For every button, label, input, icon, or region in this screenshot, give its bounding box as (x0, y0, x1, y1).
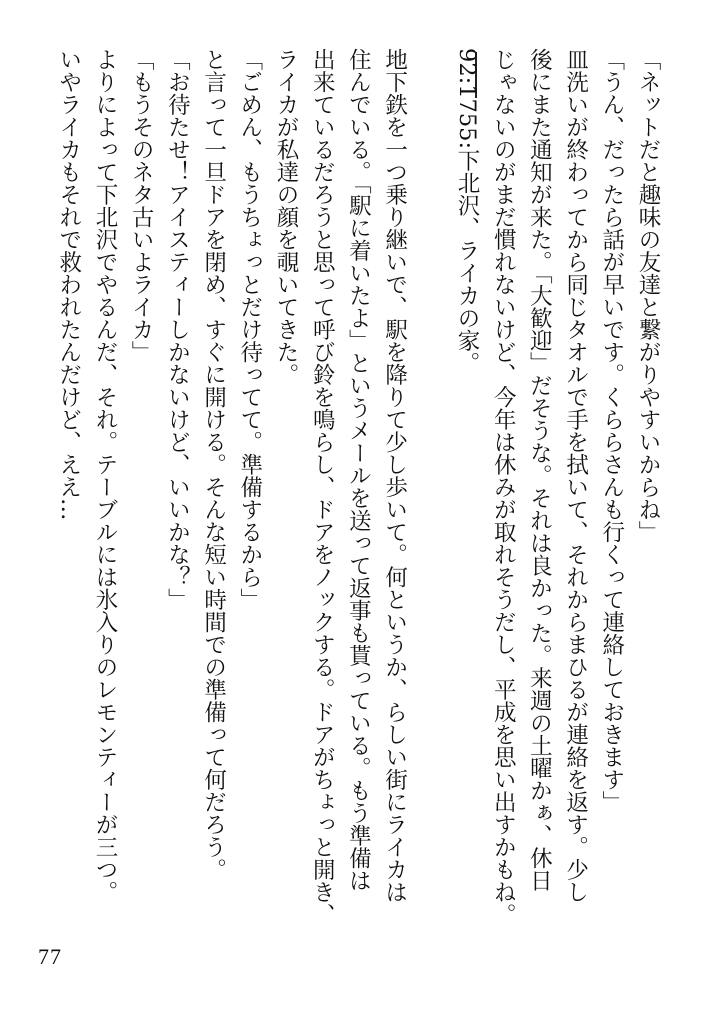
text-line: と言って一旦ドアを閉め、すぐに開ける。そんな短い時間での準備って何だろう。 (200, 48, 227, 881)
vertical-body-text (51, 48, 666, 928)
text-line: 「ごめん、もうちょっとだけ待ってて。準備するから」 (236, 48, 263, 611)
text-line: いやライカもそれで救われたんだけど、ええ… (55, 48, 82, 521)
text-line: 「もうそのネタ古いよライカ」 (128, 48, 155, 363)
text-line: 地下鉄を一つ乗り継いで、駅を降りて少し歩いて。何というか、らしい街にライカは (381, 48, 408, 903)
text-line: よりによって下北沢でやるんだ、それ。テーブルには氷入りのレモンティーが三つ。 (91, 48, 118, 903)
text-line: 「お待たせ！アイスティーしかないけど、いいかな？」 (164, 48, 191, 611)
text-line: 後にまた通知が来た。「大歓迎」だそうな。それは良かった。来週の土曜かぁ、休日 (526, 48, 553, 892)
section-heading: 92:1755:下北沢、ライカの家。 (453, 48, 480, 375)
text-line: 「うん、だったら話が早いです。くららさんも行くって連絡しておきます」 (598, 48, 625, 813)
text-line: 「ネットだと趣味の友達と繋がりやすいからね」 (635, 48, 661, 543)
text-line: 出来ているだろうと思って呼び鈴を鳴らし、ドアをノックする。ドアがちょっと開き、 (309, 48, 336, 926)
text-line: 住んでいる。「駅に着いたよ」というメールを送って返事も貰っている。もう準備は (345, 48, 372, 892)
text-line: 皿洗いが終わってから同じタオルで手を拭いて、それからまひるが連絡を返す。少し (562, 48, 589, 903)
text-line: じゃないのがまだ慣れないけど、今年は休みが取れそうだし、平成を思い出すかもね。 (490, 48, 517, 926)
text-line: ライカが私達の顔を覗いてきた。 (272, 48, 299, 386)
page-number: 77 (38, 944, 62, 969)
